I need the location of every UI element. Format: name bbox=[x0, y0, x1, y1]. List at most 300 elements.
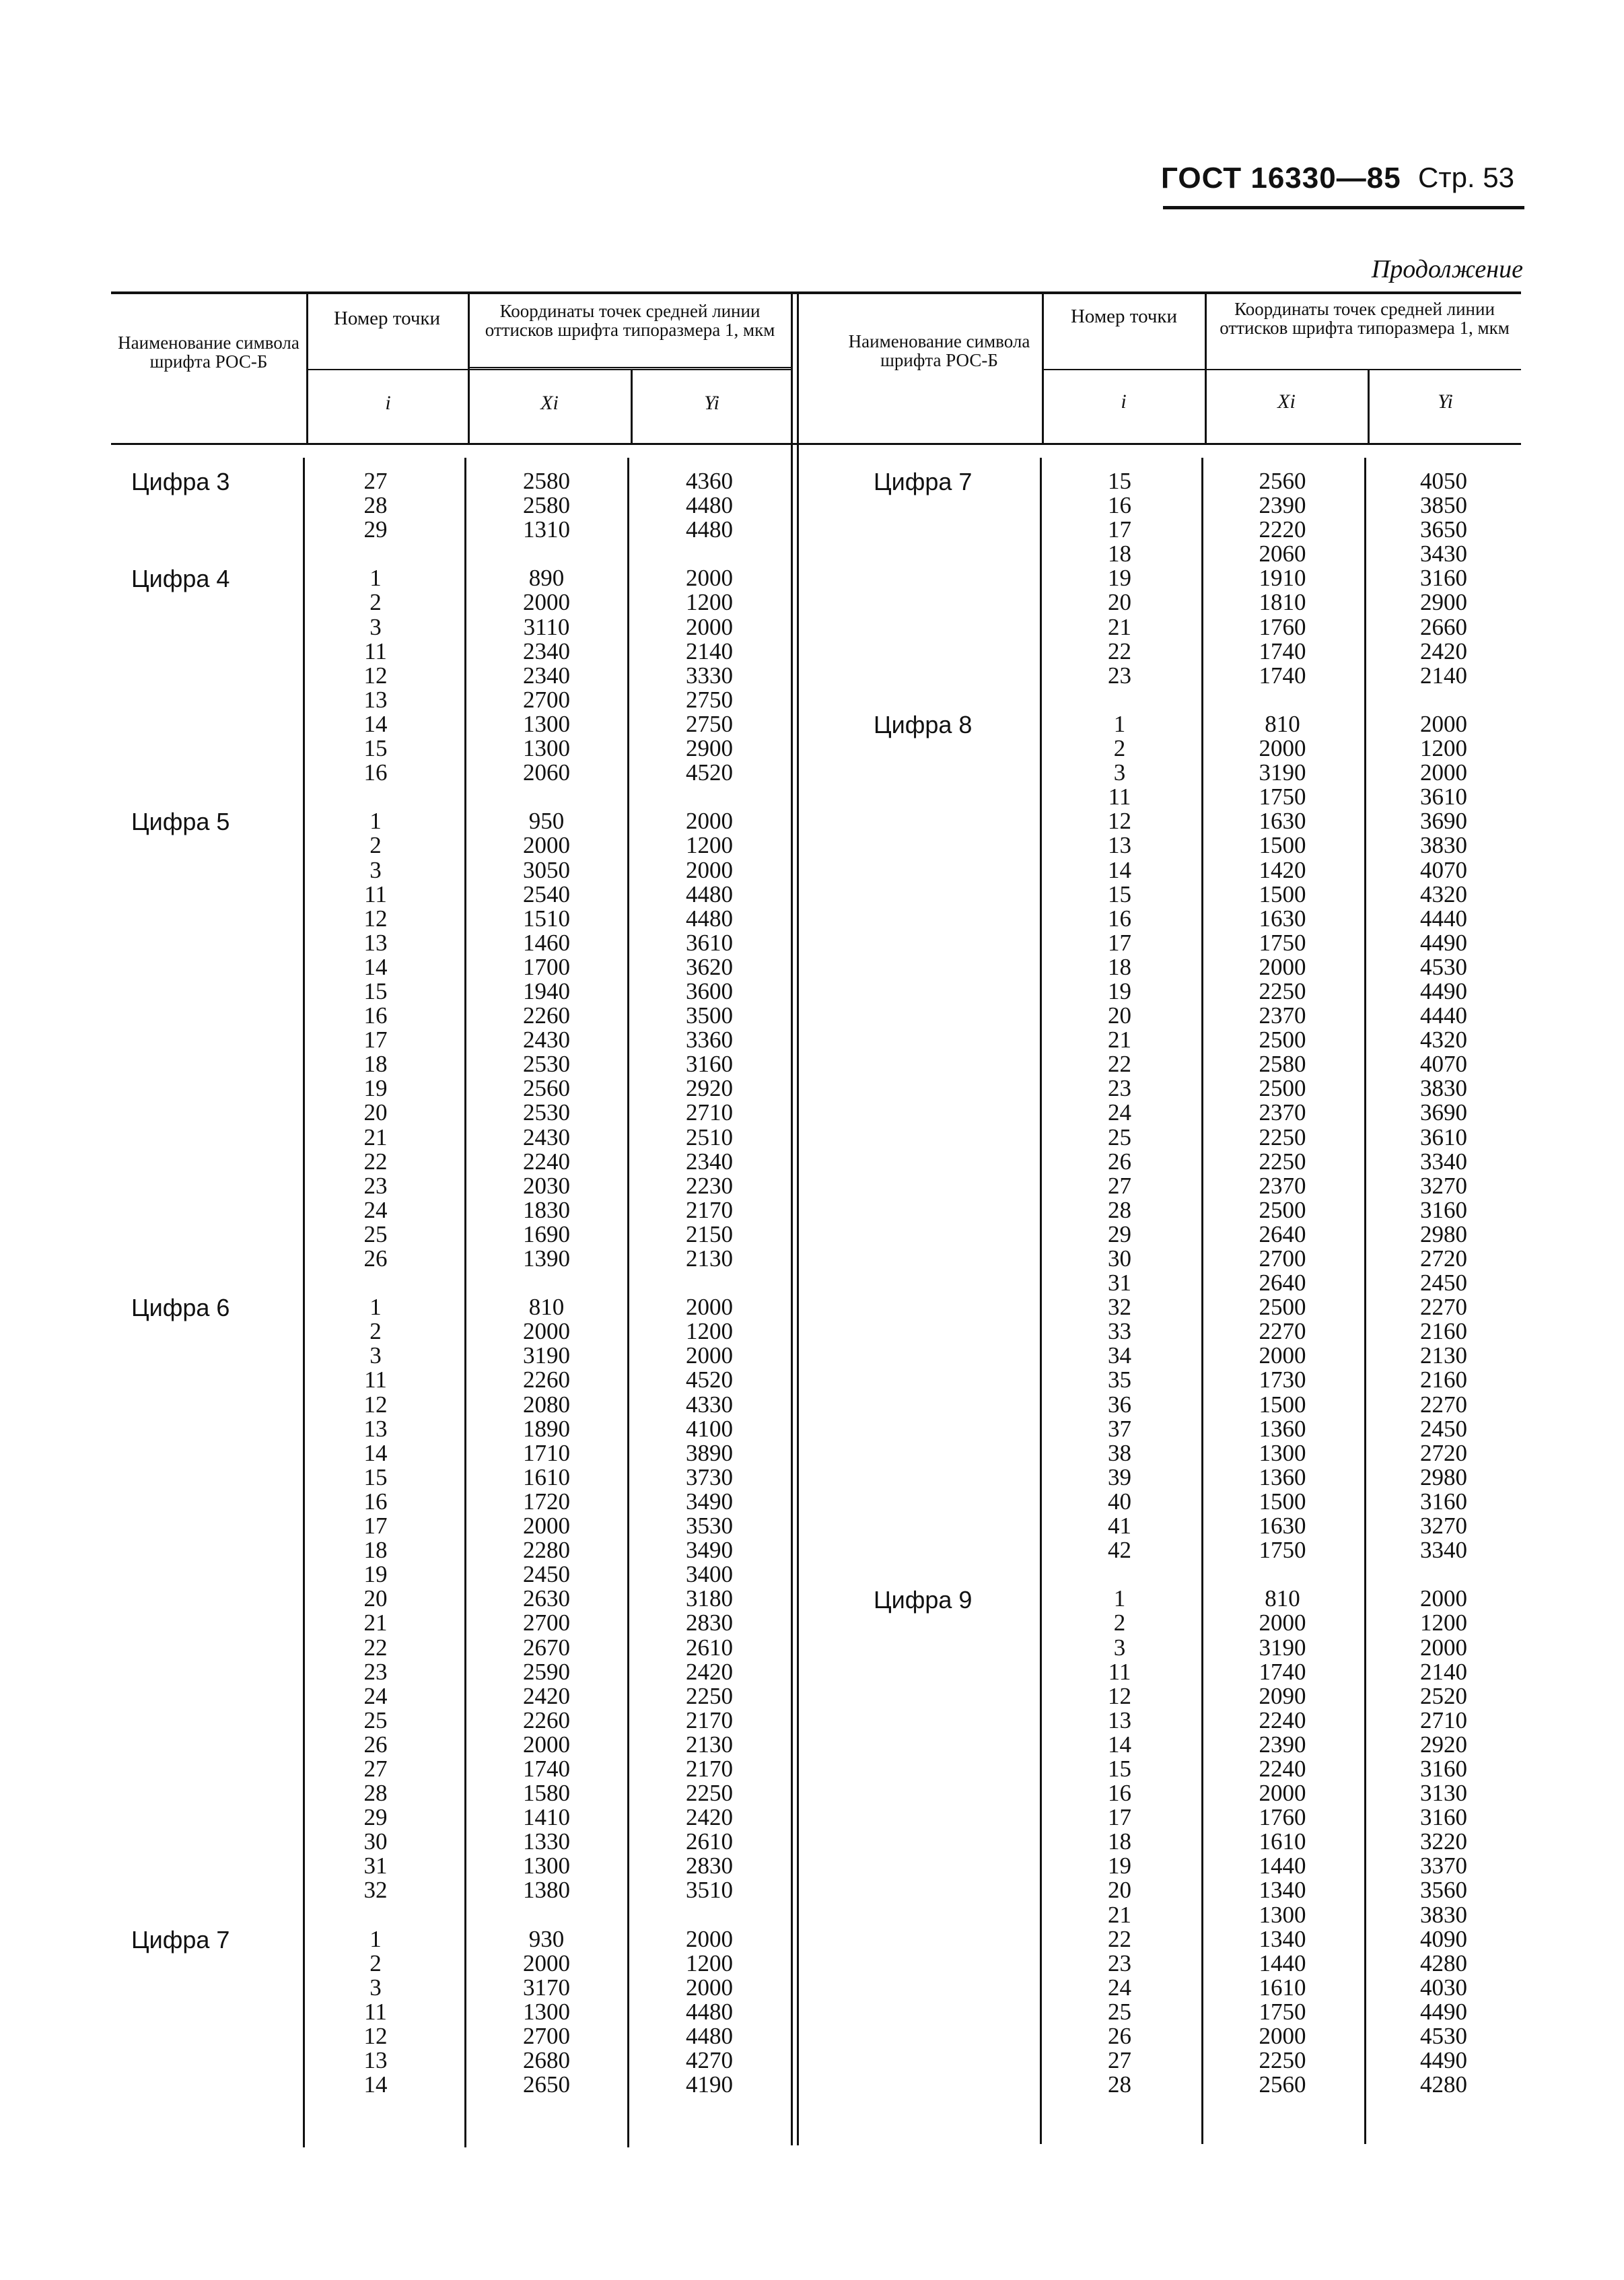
right-cell-i: 38 bbox=[1108, 1439, 1131, 1466]
left-cell-x bbox=[470, 1903, 623, 1927]
right-cell-i: 36 bbox=[1108, 1391, 1131, 1418]
right-cell-i: 16 bbox=[1108, 1780, 1131, 1807]
right-cell-i: 25 bbox=[1108, 1998, 1131, 2025]
left-cell-y: 3890 bbox=[686, 1439, 733, 1466]
left-cell-y: 2610 bbox=[686, 1828, 733, 1855]
right-cell-i: 32 bbox=[1108, 1294, 1131, 1321]
left-cell-x: 2260 bbox=[523, 1367, 570, 1393]
left-cell-i: 24 bbox=[363, 1682, 388, 1709]
header-bottom-rule bbox=[111, 443, 1521, 445]
right-cell-i: 14 bbox=[1108, 1731, 1131, 1758]
right-cell-y: 4530 bbox=[1420, 953, 1467, 980]
right-cell-i: 31 bbox=[1108, 1270, 1131, 1297]
left-column-y bbox=[633, 469, 786, 2097]
right-cell-y: 2000 bbox=[1420, 1585, 1467, 1612]
right-cell-i bbox=[1044, 1562, 1195, 1587]
left-cell-i: 12 bbox=[363, 1391, 388, 1418]
right-cell-y: 3130 bbox=[1420, 1780, 1467, 1807]
document-code: ГОСТ 16330—85 bbox=[1161, 162, 1401, 195]
left-column-i bbox=[308, 469, 443, 2097]
right-cell-x: 1300 bbox=[1259, 1439, 1306, 1466]
right-cell-y: 2270 bbox=[1420, 1391, 1467, 1418]
left-cell-y: 4480 bbox=[686, 880, 733, 907]
left-cell-y: 2000 bbox=[686, 856, 733, 883]
right-cell-y: 4070 bbox=[1420, 856, 1467, 883]
right-cell-i: 15 bbox=[1108, 1755, 1131, 1782]
right-cell-i: 39 bbox=[1108, 1463, 1131, 1490]
left-cell-i: 29 bbox=[363, 516, 388, 543]
subheader-rule-left bbox=[306, 369, 791, 370]
right-cell-x: 1500 bbox=[1259, 880, 1306, 907]
right-cell-y: 3340 bbox=[1420, 1148, 1467, 1175]
left-cell-y: 4360 bbox=[686, 468, 733, 494]
right-cell-x: 1910 bbox=[1259, 565, 1306, 592]
right-cell-x: 1500 bbox=[1259, 1488, 1306, 1515]
left-cell-x: 2700 bbox=[523, 1610, 570, 1636]
vline-body bbox=[1364, 458, 1366, 2144]
right-cell-x: 2500 bbox=[1259, 1294, 1306, 1321]
left-cell-x: 1310 bbox=[523, 516, 570, 543]
left-cell-x: 2080 bbox=[523, 1391, 570, 1418]
left-cell-i: 27 bbox=[363, 468, 388, 494]
right-cell-y bbox=[1370, 1562, 1518, 1587]
right-cell-y: 4490 bbox=[1420, 977, 1467, 1004]
header-point-left: Номер точки bbox=[333, 308, 441, 329]
right-cell-i: 20 bbox=[1108, 1877, 1131, 1904]
vline-header bbox=[1042, 294, 1044, 443]
right-cell-x: 2000 bbox=[1259, 1780, 1306, 1807]
right-cell-i: 27 bbox=[1108, 2047, 1131, 2074]
left-cell-y: 2420 bbox=[686, 1658, 733, 1685]
continuation-label: Продолжение bbox=[1371, 255, 1523, 283]
right-cell-i: 3 bbox=[1113, 759, 1126, 786]
left-cell-y: 2510 bbox=[686, 1124, 733, 1150]
table-top-rule bbox=[111, 291, 1521, 294]
right-cell-i: 22 bbox=[1108, 637, 1131, 664]
left-cell-i: 14 bbox=[363, 2071, 388, 2098]
right-cell-i: 26 bbox=[1108, 2023, 1131, 2049]
right-cell-i: 25 bbox=[1108, 1124, 1131, 1150]
right-cell-i: 2 bbox=[1113, 735, 1126, 762]
right-cell-i: 15 bbox=[1108, 880, 1131, 907]
right-cell-i: 27 bbox=[1108, 1172, 1131, 1199]
right-cell-x: 2240 bbox=[1259, 1706, 1306, 1733]
right-cell-x: 1750 bbox=[1259, 1998, 1306, 2025]
left-cell-x: 950 bbox=[528, 808, 565, 835]
right-cell-x: 2390 bbox=[1259, 492, 1306, 519]
header-name-right: Наименование символа шрифта РОС-Б bbox=[848, 331, 1030, 370]
right-cell-i: 30 bbox=[1108, 1245, 1131, 1272]
right-cell-y: 4440 bbox=[1420, 905, 1467, 932]
left-cell-x: 1300 bbox=[523, 735, 570, 762]
right-cell-x: 2370 bbox=[1259, 1099, 1306, 1126]
right-cell-y: 4320 bbox=[1420, 1027, 1467, 1053]
left-cell-y: 2250 bbox=[686, 1780, 733, 1807]
left-cell-y: 3330 bbox=[686, 662, 733, 689]
left-cell-y: 4270 bbox=[686, 2047, 733, 2074]
right-cell-x: 2000 bbox=[1259, 953, 1306, 980]
left-cell-y: 2710 bbox=[686, 1099, 733, 1126]
right-cell-i: 17 bbox=[1108, 1804, 1131, 1831]
left-cell-x: 1300 bbox=[523, 1998, 570, 2025]
left-cell-x: 1720 bbox=[523, 1488, 570, 1515]
right-cell-y: 3270 bbox=[1420, 1172, 1467, 1199]
left-cell-x: 2000 bbox=[523, 589, 570, 616]
right-cell-x: 2220 bbox=[1259, 516, 1306, 543]
left-cell-x: 1300 bbox=[523, 1853, 570, 1879]
page-number: Стр. 53 bbox=[1418, 162, 1514, 193]
right-cell-x: 1740 bbox=[1259, 637, 1306, 664]
left-cell-y: 3610 bbox=[686, 929, 733, 956]
left-cell-y: 3730 bbox=[686, 1463, 733, 1490]
right-cell-y: 4280 bbox=[1420, 2071, 1467, 2098]
right-cell-i: 1 bbox=[1113, 1585, 1126, 1612]
right-cell-x: 1630 bbox=[1259, 1513, 1306, 1540]
right-cell-x: 2640 bbox=[1259, 1270, 1306, 1297]
right-column-i bbox=[1044, 469, 1195, 2097]
right-cell-i: 18 bbox=[1108, 541, 1131, 567]
left-cell-i: 21 bbox=[363, 1124, 388, 1150]
left-cell-y: 4480 bbox=[686, 2023, 733, 2049]
left-cell-x: 2700 bbox=[523, 2023, 570, 2049]
right-cell-x: 2250 bbox=[1259, 1148, 1306, 1175]
header-point-right: Номер точки bbox=[1070, 306, 1178, 327]
left-cell-i: 32 bbox=[363, 1877, 388, 1904]
left-cell-x: 1300 bbox=[523, 710, 570, 737]
left-cell-x: 2060 bbox=[523, 759, 570, 786]
left-cell-x: 1610 bbox=[523, 1463, 570, 1490]
left-cell-i: 20 bbox=[363, 1099, 388, 1126]
left-cell-y bbox=[633, 1903, 786, 1927]
left-cell-y: 2170 bbox=[686, 1196, 733, 1223]
left-cell-y: 2140 bbox=[686, 637, 733, 664]
left-cell-i: 11 bbox=[364, 1367, 387, 1393]
left-cell-x: 2580 bbox=[523, 468, 570, 494]
left-cell-x: 3110 bbox=[523, 613, 570, 640]
left-column-x bbox=[470, 469, 623, 2097]
right-cell-x: 1630 bbox=[1259, 808, 1306, 835]
left-cell-i: 30 bbox=[363, 1828, 388, 1855]
right-cell-y: 2130 bbox=[1420, 1342, 1467, 1369]
right-cell-i: 23 bbox=[1108, 1075, 1131, 1102]
left-cell-y: 1200 bbox=[686, 832, 733, 859]
right-cell-y: 4090 bbox=[1420, 1925, 1467, 1952]
right-cell-i: 14 bbox=[1108, 856, 1131, 883]
right-cell-i: 23 bbox=[1108, 1949, 1131, 1976]
right-cell-x bbox=[1207, 1562, 1358, 1587]
right-cell-y: 2520 bbox=[1420, 1682, 1467, 1709]
left-cell-i: 13 bbox=[363, 929, 388, 956]
left-cell-x: 1410 bbox=[523, 1804, 570, 1831]
left-cell-x: 2530 bbox=[523, 1051, 570, 1078]
right-cell-x: 2370 bbox=[1259, 1172, 1306, 1199]
right-cell-y: 3430 bbox=[1420, 541, 1467, 567]
right-cell-x: 1440 bbox=[1259, 1949, 1306, 1976]
right-cell-y: 3160 bbox=[1420, 565, 1467, 592]
right-group-label: Цифра 7 bbox=[874, 468, 973, 495]
left-cell-x: 3190 bbox=[523, 1342, 570, 1369]
left-cell-x: 2630 bbox=[523, 1585, 570, 1612]
left-cell-y bbox=[633, 542, 786, 566]
left-cell-x: 1510 bbox=[523, 905, 570, 932]
left-cell-y: 2150 bbox=[686, 1220, 733, 1247]
right-cell-x: 1440 bbox=[1259, 1853, 1306, 1879]
right-cell-i: 17 bbox=[1108, 929, 1131, 956]
right-cell-i: 21 bbox=[1108, 1027, 1131, 1053]
left-cell-y: 2830 bbox=[686, 1610, 733, 1636]
right-cell-y: 3650 bbox=[1420, 516, 1467, 543]
left-cell-x: 2000 bbox=[523, 832, 570, 859]
right-cell-y: 2000 bbox=[1420, 759, 1467, 786]
left-cell-i: 28 bbox=[363, 492, 388, 519]
center-double-rule bbox=[791, 294, 793, 2145]
header-x-right: Xi bbox=[1277, 390, 1296, 413]
right-cell-i: 16 bbox=[1108, 492, 1131, 519]
right-cell-x: 1360 bbox=[1259, 1415, 1306, 1442]
right-cell-i: 22 bbox=[1108, 1925, 1131, 1952]
left-cell-i: 29 bbox=[363, 1804, 388, 1831]
left-cell-i: 1 bbox=[369, 808, 382, 835]
left-cell-x: 1710 bbox=[523, 1439, 570, 1466]
left-cell-i: 16 bbox=[363, 759, 388, 786]
right-cell-y: 2920 bbox=[1420, 1731, 1467, 1758]
left-cell-x: 3050 bbox=[523, 856, 570, 883]
left-cell-x: 1700 bbox=[523, 953, 570, 980]
left-cell-x: 2260 bbox=[523, 1706, 570, 1733]
vline-body bbox=[1201, 458, 1203, 2144]
header-name-left: Наименование символа шрифта РОС-Б bbox=[118, 333, 299, 372]
right-cell-x: 1810 bbox=[1259, 589, 1306, 616]
right-cell-i: 17 bbox=[1108, 516, 1131, 543]
left-cell-i bbox=[308, 542, 443, 566]
left-cell-y: 2920 bbox=[686, 1075, 733, 1102]
right-column-x bbox=[1207, 469, 1358, 2097]
right-cell-y: 2980 bbox=[1420, 1463, 1467, 1490]
left-cell-i: 22 bbox=[363, 1148, 388, 1175]
right-cell-i: 42 bbox=[1108, 1537, 1131, 1564]
left-cell-i: 2 bbox=[369, 1318, 382, 1345]
right-group-label: Цифра 8 bbox=[874, 711, 973, 738]
right-cell-i: 24 bbox=[1108, 1099, 1131, 1126]
center-double-rule bbox=[797, 294, 799, 2145]
left-cell-y: 4520 bbox=[686, 759, 733, 786]
left-cell-y: 2610 bbox=[686, 1634, 733, 1661]
left-cell-i: 3 bbox=[369, 613, 382, 640]
right-cell-y: 2720 bbox=[1420, 1245, 1467, 1272]
left-cell-y: 2000 bbox=[686, 613, 733, 640]
left-cell-y: 2420 bbox=[686, 1804, 733, 1831]
right-cell-y: 2140 bbox=[1420, 1658, 1467, 1685]
right-cell-i: 18 bbox=[1108, 953, 1131, 980]
right-cell-i: 22 bbox=[1108, 1051, 1131, 1078]
right-cell-y: 4070 bbox=[1420, 1051, 1467, 1078]
right-cell-y: 2710 bbox=[1420, 1706, 1467, 1733]
left-cell-i: 3 bbox=[369, 856, 382, 883]
right-cell-i: 21 bbox=[1108, 1901, 1131, 1928]
right-cell-y: 4050 bbox=[1420, 468, 1467, 494]
right-cell-x: 1300 bbox=[1259, 1901, 1306, 1928]
header-x-left: Xi bbox=[540, 392, 559, 414]
left-cell-x: 2580 bbox=[523, 492, 570, 519]
left-cell-i: 22 bbox=[363, 1634, 388, 1661]
right-cell-i: 20 bbox=[1108, 1002, 1131, 1029]
right-cell-x: 2060 bbox=[1259, 541, 1306, 567]
left-cell-x: 2000 bbox=[523, 1513, 570, 1540]
left-cell-y: 2230 bbox=[686, 1172, 733, 1199]
right-cell-y: 4490 bbox=[1420, 929, 1467, 956]
right-cell-y: 2450 bbox=[1420, 1270, 1467, 1297]
vline-header bbox=[1205, 294, 1207, 443]
left-cell-y: 2000 bbox=[686, 808, 733, 835]
right-cell-i: 33 bbox=[1108, 1318, 1131, 1345]
left-cell-y: 4480 bbox=[686, 905, 733, 932]
right-cell-i: 28 bbox=[1108, 2071, 1131, 2098]
left-cell-y: 4330 bbox=[686, 1391, 733, 1418]
right-column-y bbox=[1370, 469, 1518, 2097]
left-cell-y: 4480 bbox=[686, 492, 733, 519]
right-cell-i: 19 bbox=[1108, 565, 1131, 592]
right-cell-y: 2420 bbox=[1420, 637, 1467, 664]
header-i-left: i bbox=[385, 392, 391, 414]
left-cell-x: 1890 bbox=[523, 1415, 570, 1442]
right-cell-i: 18 bbox=[1108, 1828, 1131, 1855]
right-cell-x: 2390 bbox=[1259, 1731, 1306, 1758]
left-cell-i: 15 bbox=[363, 977, 388, 1004]
left-cell-i: 1 bbox=[369, 565, 382, 592]
right-cell-i: 34 bbox=[1108, 1342, 1131, 1369]
header-coords-right: Координаты точек средней линии оттисков шрифта типоразмера 1, мкм bbox=[1220, 299, 1510, 338]
right-cell-i: 11 bbox=[1108, 1658, 1131, 1685]
left-cell-x: 1580 bbox=[523, 1780, 570, 1807]
left-cell-x: 2340 bbox=[523, 637, 570, 664]
left-cell-i: 14 bbox=[363, 1439, 388, 1466]
left-cell-x: 1690 bbox=[523, 1220, 570, 1247]
left-cell-y: 3500 bbox=[686, 1002, 733, 1029]
right-cell-x: 2000 bbox=[1259, 1610, 1306, 1636]
left-cell-x: 2540 bbox=[523, 880, 570, 907]
left-cell-x: 930 bbox=[528, 1925, 565, 1952]
right-cell-i: 13 bbox=[1108, 1706, 1131, 1733]
right-cell-x: 3190 bbox=[1259, 759, 1306, 786]
right-cell-y: 3340 bbox=[1420, 1537, 1467, 1564]
right-cell-y: 3160 bbox=[1420, 1804, 1467, 1831]
right-cell-x: 1760 bbox=[1259, 613, 1306, 640]
right-cell-x: 2500 bbox=[1259, 1075, 1306, 1102]
left-cell-x bbox=[470, 1271, 623, 1295]
right-cell-x: 2240 bbox=[1259, 1755, 1306, 1782]
right-cell-x: 810 bbox=[1265, 1585, 1300, 1612]
header-y-right: Yi bbox=[1438, 390, 1453, 413]
right-cell-x: 810 bbox=[1265, 710, 1300, 737]
left-cell-y: 3180 bbox=[686, 1585, 733, 1612]
right-cell-x bbox=[1207, 688, 1358, 712]
right-cell-y: 4490 bbox=[1420, 2047, 1467, 2074]
left-cell-i: 11 bbox=[364, 1998, 387, 2025]
right-cell-x: 1500 bbox=[1259, 1391, 1306, 1418]
left-cell-x bbox=[470, 785, 623, 809]
left-cell-i: 20 bbox=[363, 1585, 388, 1612]
right-cell-y: 2900 bbox=[1420, 589, 1467, 616]
left-cell-i: 24 bbox=[363, 1196, 388, 1223]
left-cell-y: 2340 bbox=[686, 1148, 733, 1175]
left-cell-y: 3620 bbox=[686, 953, 733, 980]
left-cell-i: 2 bbox=[369, 832, 382, 859]
left-cell-y: 1200 bbox=[686, 1318, 733, 1345]
right-cell-y: 3370 bbox=[1420, 1853, 1467, 1879]
right-cell-i: 16 bbox=[1108, 905, 1131, 932]
right-cell-y: 3610 bbox=[1420, 784, 1467, 810]
right-cell-x: 2090 bbox=[1259, 1682, 1306, 1709]
left-cell-x: 2450 bbox=[523, 1561, 570, 1588]
left-cell-x: 2590 bbox=[523, 1658, 570, 1685]
right-cell-x: 1630 bbox=[1259, 905, 1306, 932]
left-cell-x: 2530 bbox=[523, 1099, 570, 1126]
right-cell-x: 2270 bbox=[1259, 1318, 1306, 1345]
right-cell-y: 2270 bbox=[1420, 1294, 1467, 1321]
right-cell-i: 3 bbox=[1113, 1634, 1126, 1661]
right-cell-i: 13 bbox=[1108, 832, 1131, 859]
right-cell-x: 3190 bbox=[1259, 1634, 1306, 1661]
left-cell-y: 2250 bbox=[686, 1682, 733, 1709]
right-cell-x: 1750 bbox=[1259, 1537, 1306, 1564]
right-cell-x: 2000 bbox=[1259, 735, 1306, 762]
left-cell-y: 2130 bbox=[686, 1245, 733, 1272]
right-cell-x: 2700 bbox=[1259, 1245, 1306, 1272]
right-cell-i: 35 bbox=[1108, 1367, 1131, 1393]
right-cell-y: 3830 bbox=[1420, 1075, 1467, 1102]
right-cell-y: 1200 bbox=[1420, 735, 1467, 762]
left-cell-y: 2900 bbox=[686, 735, 733, 762]
left-cell-i: 26 bbox=[363, 1245, 388, 1272]
right-cell-x: 2370 bbox=[1259, 1002, 1306, 1029]
left-cell-x: 2670 bbox=[523, 1634, 570, 1661]
left-cell-x: 2420 bbox=[523, 1682, 570, 1709]
right-cell-y: 2720 bbox=[1420, 1439, 1467, 1466]
right-cell-x: 1760 bbox=[1259, 1804, 1306, 1831]
right-cell-i: 28 bbox=[1108, 1196, 1131, 1223]
left-cell-i: 3 bbox=[369, 1974, 382, 2001]
right-cell-i: 19 bbox=[1108, 1853, 1131, 1879]
left-cell-x: 2340 bbox=[523, 662, 570, 689]
left-cell-i: 3 bbox=[369, 1342, 382, 1369]
right-cell-x: 1610 bbox=[1259, 1828, 1306, 1855]
left-cell-x: 2680 bbox=[523, 2047, 570, 2074]
right-cell-y: 3690 bbox=[1420, 808, 1467, 835]
coords-rule-left bbox=[468, 367, 791, 368]
right-cell-y: 4280 bbox=[1420, 1949, 1467, 1976]
left-cell-y: 2000 bbox=[686, 565, 733, 592]
left-cell-i: 12 bbox=[363, 2023, 388, 2049]
left-cell-i: 1 bbox=[369, 1925, 382, 1952]
right-cell-y: 3690 bbox=[1420, 1099, 1467, 1126]
left-cell-y: 2000 bbox=[686, 1342, 733, 1369]
left-cell-y: 3510 bbox=[686, 1877, 733, 1904]
left-cell-i: 19 bbox=[363, 1075, 388, 1102]
left-cell-i: 18 bbox=[363, 1537, 388, 1564]
right-cell-x: 1750 bbox=[1259, 929, 1306, 956]
left-cell-x: 1740 bbox=[523, 1755, 570, 1782]
left-cell-i: 23 bbox=[363, 1172, 388, 1199]
left-cell-i: 17 bbox=[363, 1513, 388, 1540]
left-cell-i: 18 bbox=[363, 1051, 388, 1078]
left-cell-i: 13 bbox=[363, 686, 388, 713]
left-cell-y: 1200 bbox=[686, 589, 733, 616]
left-cell-y: 3530 bbox=[686, 1513, 733, 1540]
right-cell-y: 3160 bbox=[1420, 1488, 1467, 1515]
subheader-rule-right bbox=[1042, 369, 1521, 370]
left-group-label: Цифра 4 bbox=[131, 565, 230, 593]
left-cell-y: 4190 bbox=[686, 2071, 733, 2098]
